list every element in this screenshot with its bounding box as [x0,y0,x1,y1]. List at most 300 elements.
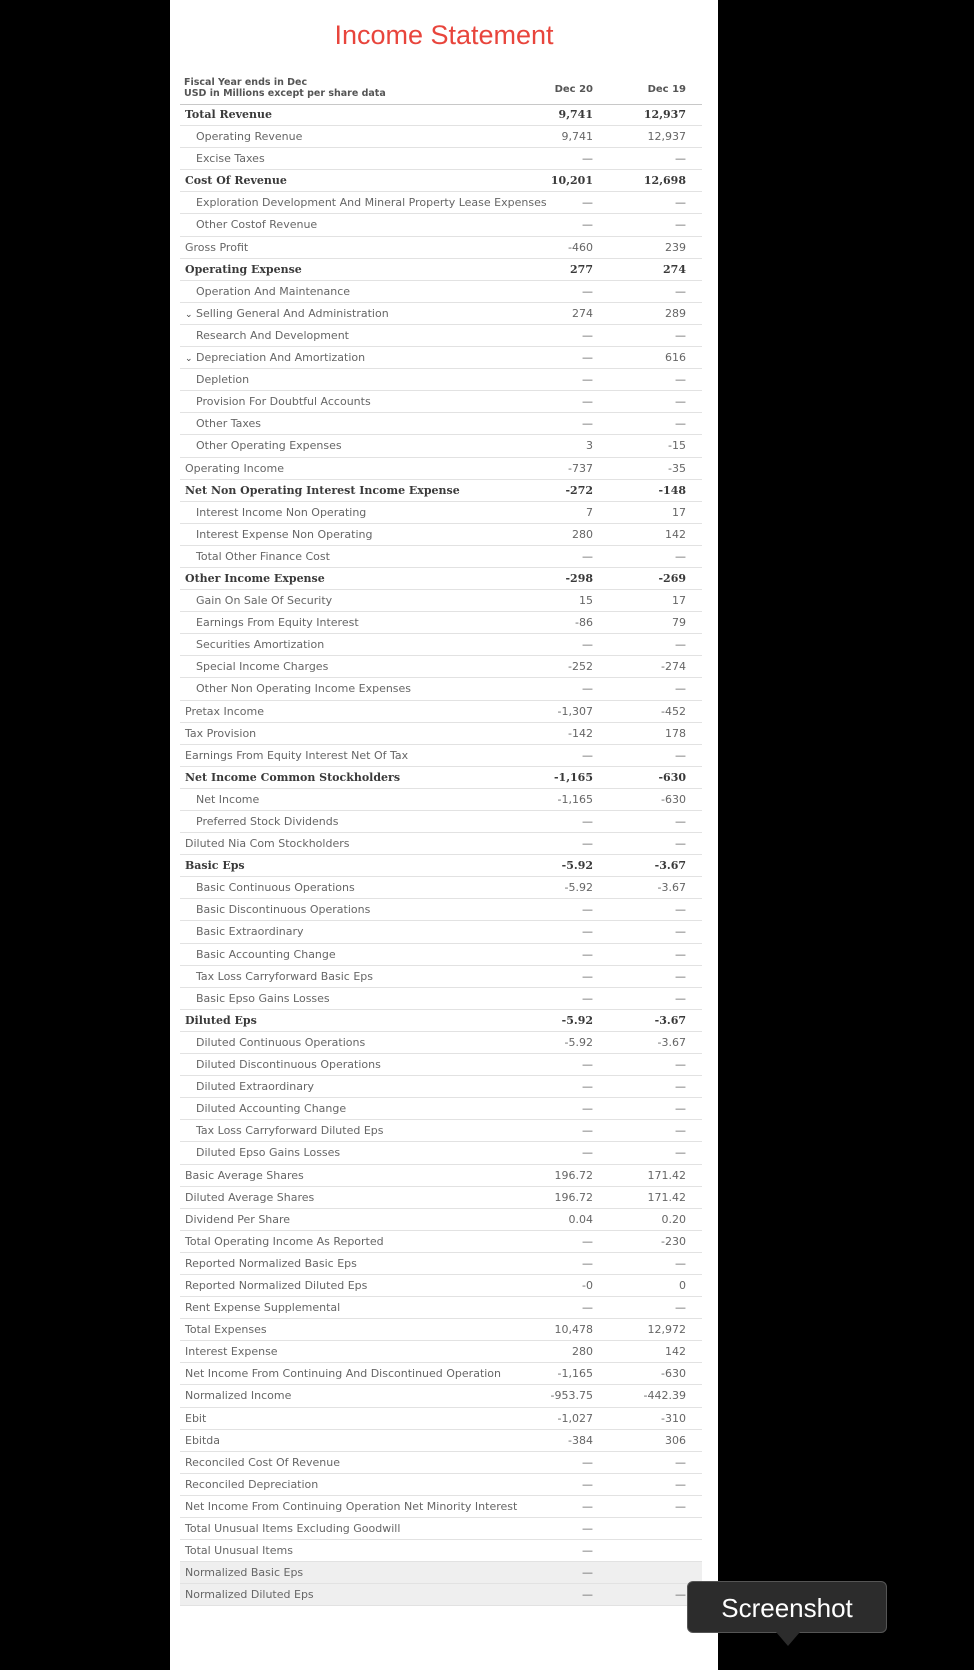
value-dec-19: -630 [658,770,686,784]
table-row [180,126,702,148]
row-label [185,771,400,784]
value-dec-20: -252 [568,660,593,674]
value-dec-20: -142 [568,726,593,740]
table-row [180,1120,702,1142]
value-dec-20: — [582,1544,593,1558]
row-label-text: Total Revenue [185,108,273,121]
value-dec-19: — [675,549,686,563]
value-dec-20: 196.72 [554,1190,593,1204]
row-label [185,462,284,475]
row-label-text: Ebitda [185,1433,221,1447]
value-dec-20: — [582,1566,593,1580]
value-dec-19: -310 [661,1411,686,1425]
table-row [180,1010,702,1032]
value-dec-19: 171.42 [647,1190,686,1204]
table-row [180,391,702,413]
value-dec-20: — [582,1102,593,1116]
table-row [180,1231,702,1253]
value-dec-20: — [582,1124,593,1138]
value-dec-20: 280 [572,1345,593,1359]
table-row [180,1319,702,1341]
value-dec-20: -272 [565,483,593,497]
row-label-text: Tax Loss Carryforward Diluted Eps [196,1124,384,1138]
table-row [180,921,702,943]
value-dec-19: — [675,682,686,696]
value-dec-19: — [675,328,686,342]
row-label [185,351,366,365]
row-label [185,1301,340,1314]
value-dec-19: -274 [661,660,686,674]
table-row [180,1408,702,1430]
value-dec-20: -5.92 [564,881,593,895]
chevron-down-icon[interactable]: ⌄ [185,354,193,365]
value-dec-20: -384 [568,1433,593,1447]
table-row [180,1363,702,1385]
value-dec-19: — [675,1301,686,1315]
screenshot-tooltip: Screenshot [687,1581,887,1633]
income-statement-panel [170,0,718,1670]
row-label-text: Diluted Accounting Change [196,1102,347,1116]
value-dec-20: -5.92 [561,1013,593,1027]
row-label [196,660,328,673]
value-dec-20: — [582,1301,593,1315]
table-row [180,944,702,966]
value-dec-20: — [582,1080,593,1094]
row-label [196,594,332,607]
row-label-text: Normalized Basic Eps [185,1566,304,1580]
row-label [185,1522,400,1535]
value-dec-19: — [675,837,686,851]
table-row [180,966,702,988]
row-label-text: Total Unusual Items Excluding Goodwill [185,1522,401,1535]
value-dec-20: — [582,1256,593,1270]
row-label [185,484,460,497]
value-dec-20: — [582,1146,593,1160]
row-label [185,749,408,762]
row-label [185,705,264,718]
value-dec-19: — [675,1124,686,1138]
row-label [196,815,338,828]
row-label [196,439,342,452]
row-label [196,329,349,342]
row-label-text: Preferred Stock Dividends [196,815,339,828]
row-label [185,1566,303,1579]
row-label [196,373,249,386]
row-label [185,1500,517,1513]
value-dec-20: — [582,1058,593,1072]
row-label [196,395,371,408]
value-dec-20: -5.92 [561,859,593,873]
table-row [180,899,702,921]
value-dec-19: -3.67 [657,881,686,895]
value-dec-20: — [582,947,593,961]
table-row [180,104,702,126]
table-row [180,855,702,877]
value-dec-19: — [675,925,686,939]
table-row [180,590,702,612]
row-label-text: Pretax Income [185,704,265,718]
table-row [180,701,702,723]
value-dec-19: -148 [658,483,686,497]
row-label-text: Basic Accounting Change [196,947,336,961]
column-header-dec-19[interactable]: Dec 19 [647,84,686,95]
row-label-text: Net Income Common Stockholders [185,770,401,784]
row-label [185,1389,291,1402]
value-dec-19: 142 [665,1345,686,1359]
row-label [196,1124,384,1137]
row-label-text: Depreciation And Amortization [196,351,366,365]
row-label-text: Provision For Doubtful Accounts [196,395,371,409]
row-label-text: Securities Amortization [196,638,325,652]
row-label [196,682,411,695]
table-row [180,745,702,767]
table-row [180,1209,702,1231]
value-dec-20: 0.04 [568,1212,593,1226]
row-label [196,903,370,916]
value-dec-19: -3.67 [657,1035,686,1049]
value-dec-19: — [675,1256,686,1270]
row-label-text: Research And Development [196,328,349,342]
table-row [180,789,702,811]
value-dec-19: 239 [665,240,686,254]
value-dec-20: — [582,218,593,232]
value-dec-19: 17 [672,505,686,519]
value-dec-20: -1,165 [557,1367,593,1381]
row-label-text: Other Non Operating Income Expenses [196,682,412,696]
row-label [196,925,304,938]
value-dec-20: 277 [570,262,593,276]
row-label [196,1146,340,1159]
value-dec-20: — [582,837,593,851]
table-row [180,1076,702,1098]
row-label [185,859,245,872]
table-row [180,1496,702,1518]
value-dec-20: -737 [568,461,593,475]
row-label [185,1191,314,1204]
row-label-text: Reported Normalized Diluted Eps [185,1278,368,1292]
row-label [185,263,302,276]
value-dec-20: 9,741 [561,130,593,144]
row-label-text: Interest Income Non Operating [196,505,367,519]
row-label [185,108,272,121]
value-dec-20: 274 [572,306,593,320]
row-label-text: Other Income Expense [185,571,325,585]
value-dec-20: -0 [582,1278,593,1292]
table-row [180,1142,702,1164]
table-row [180,214,702,236]
row-label-text: Interest Expense Non Operating [196,527,373,541]
value-dec-19: — [675,748,686,762]
row-label [196,528,372,541]
value-dec-20: 3 [586,439,593,453]
value-dec-20: — [582,351,593,365]
row-label [196,948,336,961]
row-label-text: Basic Eps [185,859,245,873]
row-label-text: Rent Expense Supplemental [185,1301,341,1315]
row-label-text: Excise Taxes [196,152,265,166]
table-row [180,1474,702,1496]
table-row [180,502,702,524]
table-row [180,1032,702,1054]
table-row [180,1452,702,1474]
row-label-text: Basic Extraordinary [196,925,304,939]
value-dec-20: -86 [575,616,593,630]
row-label [185,1588,314,1601]
row-label [185,1323,267,1336]
row-label-text: Diluted Nia Com Stockholders [185,837,350,851]
row-label-text: Diluted Extraordinary [196,1080,314,1094]
value-dec-19: 12,972 [647,1323,686,1337]
row-label-text: Normalized Income [185,1389,292,1403]
table-row [180,1518,702,1540]
value-dec-19: — [675,1102,686,1116]
table-row [180,1165,702,1187]
value-dec-19: 142 [665,527,686,541]
table-row [180,1297,702,1319]
value-dec-20: -1,165 [553,770,593,784]
row-label [196,417,261,430]
table-row [180,237,702,259]
row-label-text: Total Expenses [185,1323,267,1337]
value-dec-20: — [582,1477,593,1491]
table-row[interactable] [180,303,702,325]
row-label [196,1102,346,1115]
statement-table [180,104,702,1606]
row-label-text: Earnings From Equity Interest Net Of Tax [185,748,409,762]
value-dec-20: 280 [572,527,593,541]
row-label [196,616,359,629]
value-dec-19: — [675,373,686,387]
row-label [185,241,248,254]
table-row [180,1562,702,1584]
row-label [185,1478,318,1491]
value-dec-19: — [675,991,686,1005]
value-dec-20: — [582,549,593,563]
row-label [196,970,373,983]
row-label-text: Other Taxes [196,417,262,431]
table-row [180,1341,702,1363]
row-label [185,1169,304,1182]
row-label [185,727,256,740]
row-label [196,638,324,651]
value-dec-19: -452 [661,704,686,718]
row-label-text: Total Operating Income As Reported [185,1234,384,1248]
row-label [185,837,349,850]
value-dec-19: — [675,284,686,298]
row-label-text: Other Operating Expenses [196,439,342,453]
row-label-text: Interest Expense [185,1345,278,1359]
row-label [185,1345,278,1358]
value-dec-19: — [675,1080,686,1094]
value-dec-19: — [675,417,686,431]
value-dec-19: — [675,903,686,917]
row-label-text: Gross Profit [185,240,249,254]
value-dec-19: — [675,947,686,961]
table-row [180,148,702,170]
value-dec-19: 178 [665,726,686,740]
row-label-text: Reconciled Depreciation [185,1477,319,1491]
value-dec-19: — [675,395,686,409]
row-label-text: Operation And Maintenance [196,284,351,298]
table-row [180,1054,702,1076]
row-label-text: Diluted Average Shares [185,1190,315,1204]
row-label [185,1434,220,1447]
row-label [185,1456,340,1469]
table-row [180,656,702,678]
value-dec-20: -460 [568,240,593,254]
row-label-text: Basic Average Shares [185,1168,304,1182]
value-dec-19: 12,937 [647,130,686,144]
row-label [196,1080,314,1093]
row-label-text: Other Costof Revenue [196,218,318,232]
column-header-dec-20[interactable]: Dec 20 [554,84,593,95]
value-dec-20: — [582,284,593,298]
value-dec-19: -230 [661,1234,686,1248]
table-row [180,1430,702,1452]
row-label-text: Cost Of Revenue [185,174,287,188]
table-row [180,678,702,700]
table-row [180,281,702,303]
row-label-text: Dividend Per Share [185,1212,291,1226]
row-label-text: Basic Continuous Operations [196,881,355,895]
table-row [180,480,702,502]
row-label [185,174,287,187]
table-row [180,811,702,833]
table-row [180,1098,702,1120]
table-row [180,524,702,546]
value-dec-19: -3.67 [654,1013,686,1027]
row-label-text: Diluted Discontinuous Operations [196,1058,381,1072]
row-label-text: Gain On Sale Of Security [196,594,333,608]
value-dec-20: 10,478 [554,1323,593,1337]
value-dec-19: -630 [661,1367,686,1381]
value-dec-20: -298 [565,571,593,585]
value-dec-20: — [582,969,593,983]
page-title: Income Statement [334,20,554,50]
table-row [180,1187,702,1209]
value-dec-19: 79 [672,616,686,630]
row-label-text: Earnings From Equity Interest [196,616,359,630]
table-row [180,723,702,745]
value-dec-20: — [582,815,593,828]
value-dec-20: — [582,991,593,1005]
table-row [180,1584,702,1606]
row-label [185,1014,257,1027]
table-row [180,634,702,656]
value-dec-20: — [582,1588,593,1602]
value-dec-19: — [675,1058,686,1072]
value-dec-20: — [582,196,593,210]
table-row [180,988,702,1010]
row-label [185,1257,357,1270]
value-dec-20: — [582,1522,593,1535]
row-label [196,1036,365,1049]
table-row [180,546,702,568]
row-label-text: Ebit [185,1411,207,1425]
value-dec-20: — [582,925,593,939]
table-row [180,413,702,435]
value-dec-20: — [582,417,593,431]
fiscal-note-line-2: USD in Millions except per share data [184,88,386,99]
value-dec-19: 12,698 [643,174,686,188]
row-label-text: Normalized Diluted Eps [185,1588,314,1602]
table-row [180,1385,702,1407]
value-dec-19: -630 [661,792,686,806]
row-label-text: Operating Expense [185,262,302,276]
row-label-text: Operating Income [185,461,284,475]
value-dec-19: — [675,1146,686,1160]
value-dec-20: -1,027 [557,1411,593,1425]
value-dec-20: -953.75 [550,1389,593,1403]
value-dec-19: 0 [679,1278,686,1292]
table-row[interactable] [180,347,702,369]
row-label-text: Total Other Finance Cost [196,549,330,563]
value-dec-20: 7 [586,505,593,519]
value-dec-19: — [675,969,686,983]
row-label-text: Special Income Charges [196,660,329,674]
value-dec-20: — [582,1455,593,1469]
value-dec-20: — [582,152,593,166]
table-row [180,1540,702,1562]
table-row [180,435,702,457]
table-row [180,568,702,590]
value-dec-20: — [582,903,593,917]
value-dec-20: — [582,395,593,409]
row-label [196,196,547,209]
value-dec-19: 289 [665,306,686,320]
row-label-text: Reconciled Cost Of Revenue [185,1455,340,1469]
row-label [196,550,330,563]
value-dec-19: — [675,1455,686,1469]
value-dec-20: 10,201 [550,174,593,188]
table-row [180,458,702,480]
value-dec-19: — [675,218,686,232]
row-label [185,1235,384,1248]
table-row [180,833,702,855]
value-dec-19: -3.67 [654,859,686,873]
value-dec-19: -269 [658,571,686,585]
row-label [185,1213,290,1226]
row-label [196,1058,381,1071]
row-label-text: Net Income From Continuing And Discontinued Operation [185,1367,502,1381]
value-dec-19: -15 [668,439,686,453]
row-label-text: Operating Revenue [196,130,303,144]
table-row [180,877,702,899]
value-dec-19: 12,937 [643,108,686,121]
row-label [196,992,330,1005]
table-row [180,1275,702,1297]
row-label-text: Diluted Epso Gains Losses [196,1146,341,1160]
row-label-text: Net Income [196,792,260,806]
value-dec-20: 196.72 [554,1168,593,1182]
value-dec-19: 17 [672,594,686,608]
row-label-text: Selling General And Administration [196,306,389,320]
value-dec-20: 9,741 [558,108,593,121]
row-label-text: Total Unusual Items [185,1544,293,1558]
value-dec-19: — [675,638,686,652]
fiscal-note-line-1: Fiscal Year ends in Dec [184,77,308,88]
table-row [180,170,702,192]
value-dec-20: — [582,748,593,762]
value-dec-19: — [675,152,686,166]
row-label-text: Net Non Operating Interest Income Expense [185,483,460,497]
value-dec-20: 15 [579,594,593,608]
value-dec-19: -442.39 [643,1389,686,1403]
value-dec-19: — [675,196,686,210]
row-label [185,1367,501,1380]
value-dec-19: 171.42 [647,1168,686,1182]
chevron-down-icon[interactable]: ⌄ [185,309,193,320]
